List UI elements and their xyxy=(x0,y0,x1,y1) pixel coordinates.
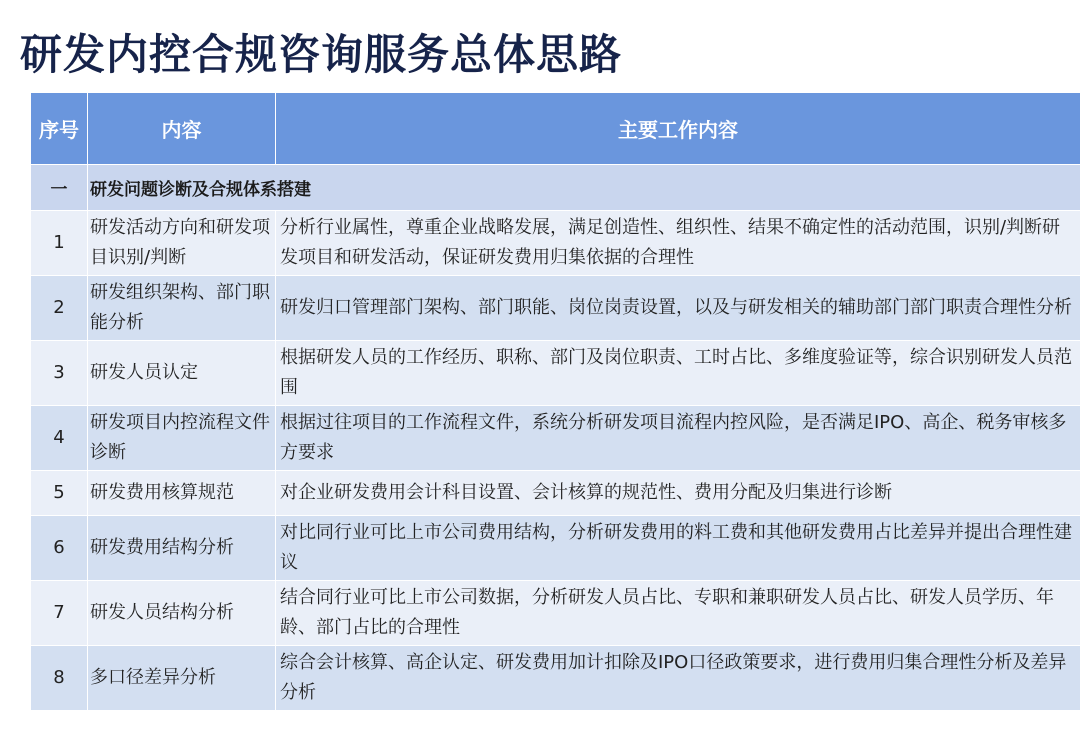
row-desc: 研发归口管理部门架构、部门职能、岗位岗责设置，以及与研发相关的辅助部门部门职责合理性分析 xyxy=(276,276,1080,341)
row-item: 研发费用结构分析 xyxy=(88,516,276,581)
table-row xyxy=(31,406,1080,471)
section-row xyxy=(31,165,1080,211)
row-no: 4 xyxy=(31,406,88,471)
table-row xyxy=(31,211,1080,276)
row-no: 5 xyxy=(31,471,88,516)
row-desc: 分析行业属性，尊重企业战略发展，满足创造性、组织性、结果不确定性的活动范围，识别/判断研发项目和研发活动，保证研发费用归集依据的合理性 xyxy=(276,211,1080,276)
header-item: 内容 xyxy=(88,93,276,165)
row-item: 研发组织架构、部门职能分析 xyxy=(88,276,276,341)
row-desc: 综合会计核算、高企认定、研发费用加计扣除及IPO口径政策要求，进行费用归集合理性分析及差异分析 xyxy=(276,646,1080,711)
table-row xyxy=(31,276,1080,341)
row-item: 多口径差异分析 xyxy=(88,646,276,711)
row-item: 研发费用核算规范 xyxy=(88,471,276,516)
row-no: 8 xyxy=(31,646,88,711)
table-row xyxy=(31,516,1080,581)
table-row xyxy=(31,341,1080,406)
row-item: 研发人员结构分析 xyxy=(88,581,276,646)
row-no: 6 xyxy=(31,516,88,581)
row-item: 研发人员认定 xyxy=(88,341,276,406)
table-header-row xyxy=(31,93,1080,165)
row-desc: 对比同行业可比上市公司费用结构，分析研发费用的料工费和其他研发费用占比差异并提出合理性建议 xyxy=(276,516,1080,581)
row-no: 1 xyxy=(31,211,88,276)
row-no: 7 xyxy=(31,581,88,646)
section-no: 一 xyxy=(31,165,88,211)
header-no: 序号 xyxy=(31,93,88,165)
table-row xyxy=(31,471,1080,516)
row-item: 研发活动方向和研发项目识别/判断 xyxy=(88,211,276,276)
service-table xyxy=(30,92,1080,711)
row-no: 2 xyxy=(31,276,88,341)
row-desc: 对企业研发费用会计科目设置、会计核算的规范性、费用分配及归集进行诊断 xyxy=(276,471,1080,516)
header-desc: 主要工作内容 xyxy=(276,93,1080,165)
row-no: 3 xyxy=(31,341,88,406)
table-row xyxy=(31,581,1080,646)
row-item: 研发项目内控流程文件诊断 xyxy=(88,406,276,471)
section-title: 研发问题诊断及合规体系搭建 xyxy=(88,165,1080,211)
page-title: 研发内控合规咨询服务总体思路 xyxy=(20,30,623,79)
row-desc: 根据研发人员的工作经历、职称、部门及岗位职责、工时占比、多维度验证等，综合识别研发人员范围 xyxy=(276,341,1080,406)
row-desc: 根据过往项目的工作流程文件，系统分析研发项目流程内控风险，是否满足IPO、高企、税务审核多方要求 xyxy=(276,406,1080,471)
row-desc: 结合同行业可比上市公司数据，分析研发人员占比、专职和兼职研发人员占比、研发人员学历、年龄、部门占比的合理性 xyxy=(276,581,1080,646)
table-row xyxy=(31,646,1080,711)
